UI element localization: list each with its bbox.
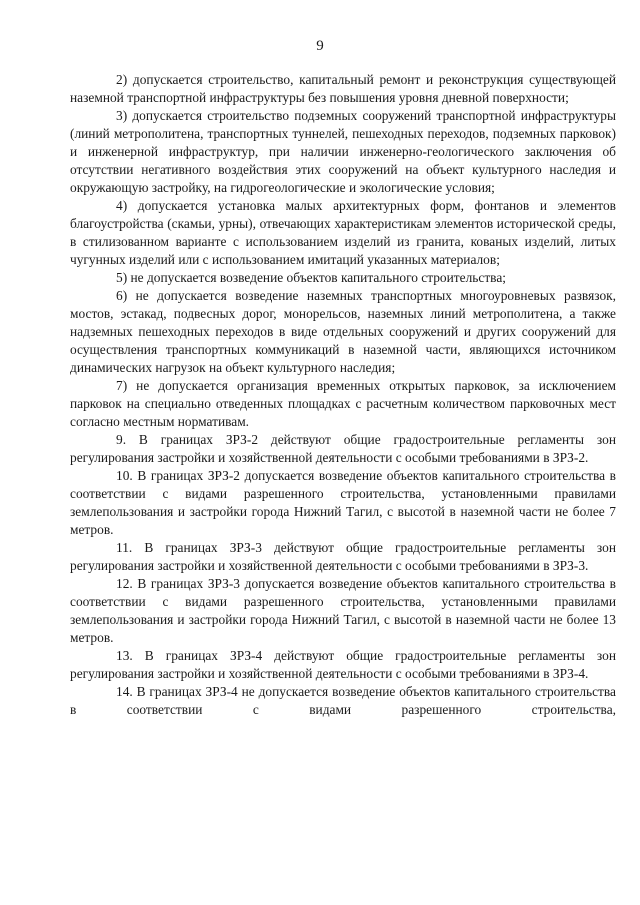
list-item-4-small-architectural-forms: 4) допускается установка малых архитектурных форм, фонтанов и элементов благоустройства (скамьи, урны), отвечающих характеристикам элементов исторической среды, в стилизованном варианте с использованием изделий из гранита, кованых изделий, литых чугунных изделий или с использованием имитаций указанных материалов;: [70, 198, 616, 267]
clause-10: 10. В границах ЗРЗ-2 допускается возведение объектов капитального строительства в соответствии с видами разрешенного строительства, установленными правилами землепользования и застройки города Нижний Тагил, с высотой в наземной части не более 7 метров.: [70, 468, 616, 537]
document-body: [70, 71, 616, 719]
list-item-3-underground-structures: 3) допускается строительство подземных сооружений транспортной инфраструктуры (линий метрополитена, транспортных туннелей, пешеходных переходов, подземных парковок) и инженерной инфраструктур, при наличии инженерно-геологического заключения об отсутствии негативного воздействия этих сооружений на объект культурного наследия и окружающую застройку, на гидрогеологические и экологические условия;: [70, 108, 616, 195]
clause-13: 13. В границах ЗРЗ-4 действуют общие градостроительные регламенты зон регулирования застройки и хозяйственной деятельности с особыми требованиями в ЗРЗ-4.: [70, 648, 616, 681]
list-item-2-surface-infrastructure: 2) допускается строительство, капитальный ремонт и реконструкция существующей наземной транспортной инфраструктуры без повышения уровня дневной поверхности;: [70, 72, 616, 105]
list-item-5-no-capital-construction: 5) не допускается возведение объектов капитального строительства;: [116, 270, 506, 285]
clause-11: 11. В границах ЗРЗ-3 действуют общие градостроительные регламенты зон регулирования застройки и хозяйственной деятельности с особыми требованиями в ЗРЗ-3.: [70, 540, 616, 573]
clause-14: 14. В границах ЗРЗ-4 не допускается возведение объектов капитального строительства в соответствии с видами разрешенного строительства,: [70, 684, 616, 717]
clause-9: 9. В границах ЗРЗ-2 действуют общие градостроительные регламенты зон регулирования застройки и хозяйственной деятельности с особыми требованиями в ЗРЗ-2.: [70, 432, 616, 465]
page-number: 9: [316, 38, 324, 54]
clause-12: 12. В границах ЗРЗ-3 допускается возведение объектов капитального строительства в соответствии с видами разрешенного строительства, установленными правилами землепользования и застройки города Нижний Тагил, с высотой в наземной части не более 13 метров.: [70, 576, 616, 645]
list-item-7-no-temporary-parking: 7) не допускается организация временных открытых парковок, за исключением парковок на специально отведенных площадках с расчетным количеством парковочных мест согласно местным нормативам.: [70, 378, 616, 429]
list-item-6-no-overground-transport: 6) не допускается возведение наземных транспортных многоуровневых развязок, мостов, эстакад, подвесных дорог, монорельсов, наземных линий метрополитена, а также надземных пешеходных переходов в виде отдельных сооружений и других сооружений для осуществления транспортных коммуникаций в наземной части, являющихся источником динамических нагрузок на объект культурного наследия;: [70, 288, 616, 375]
